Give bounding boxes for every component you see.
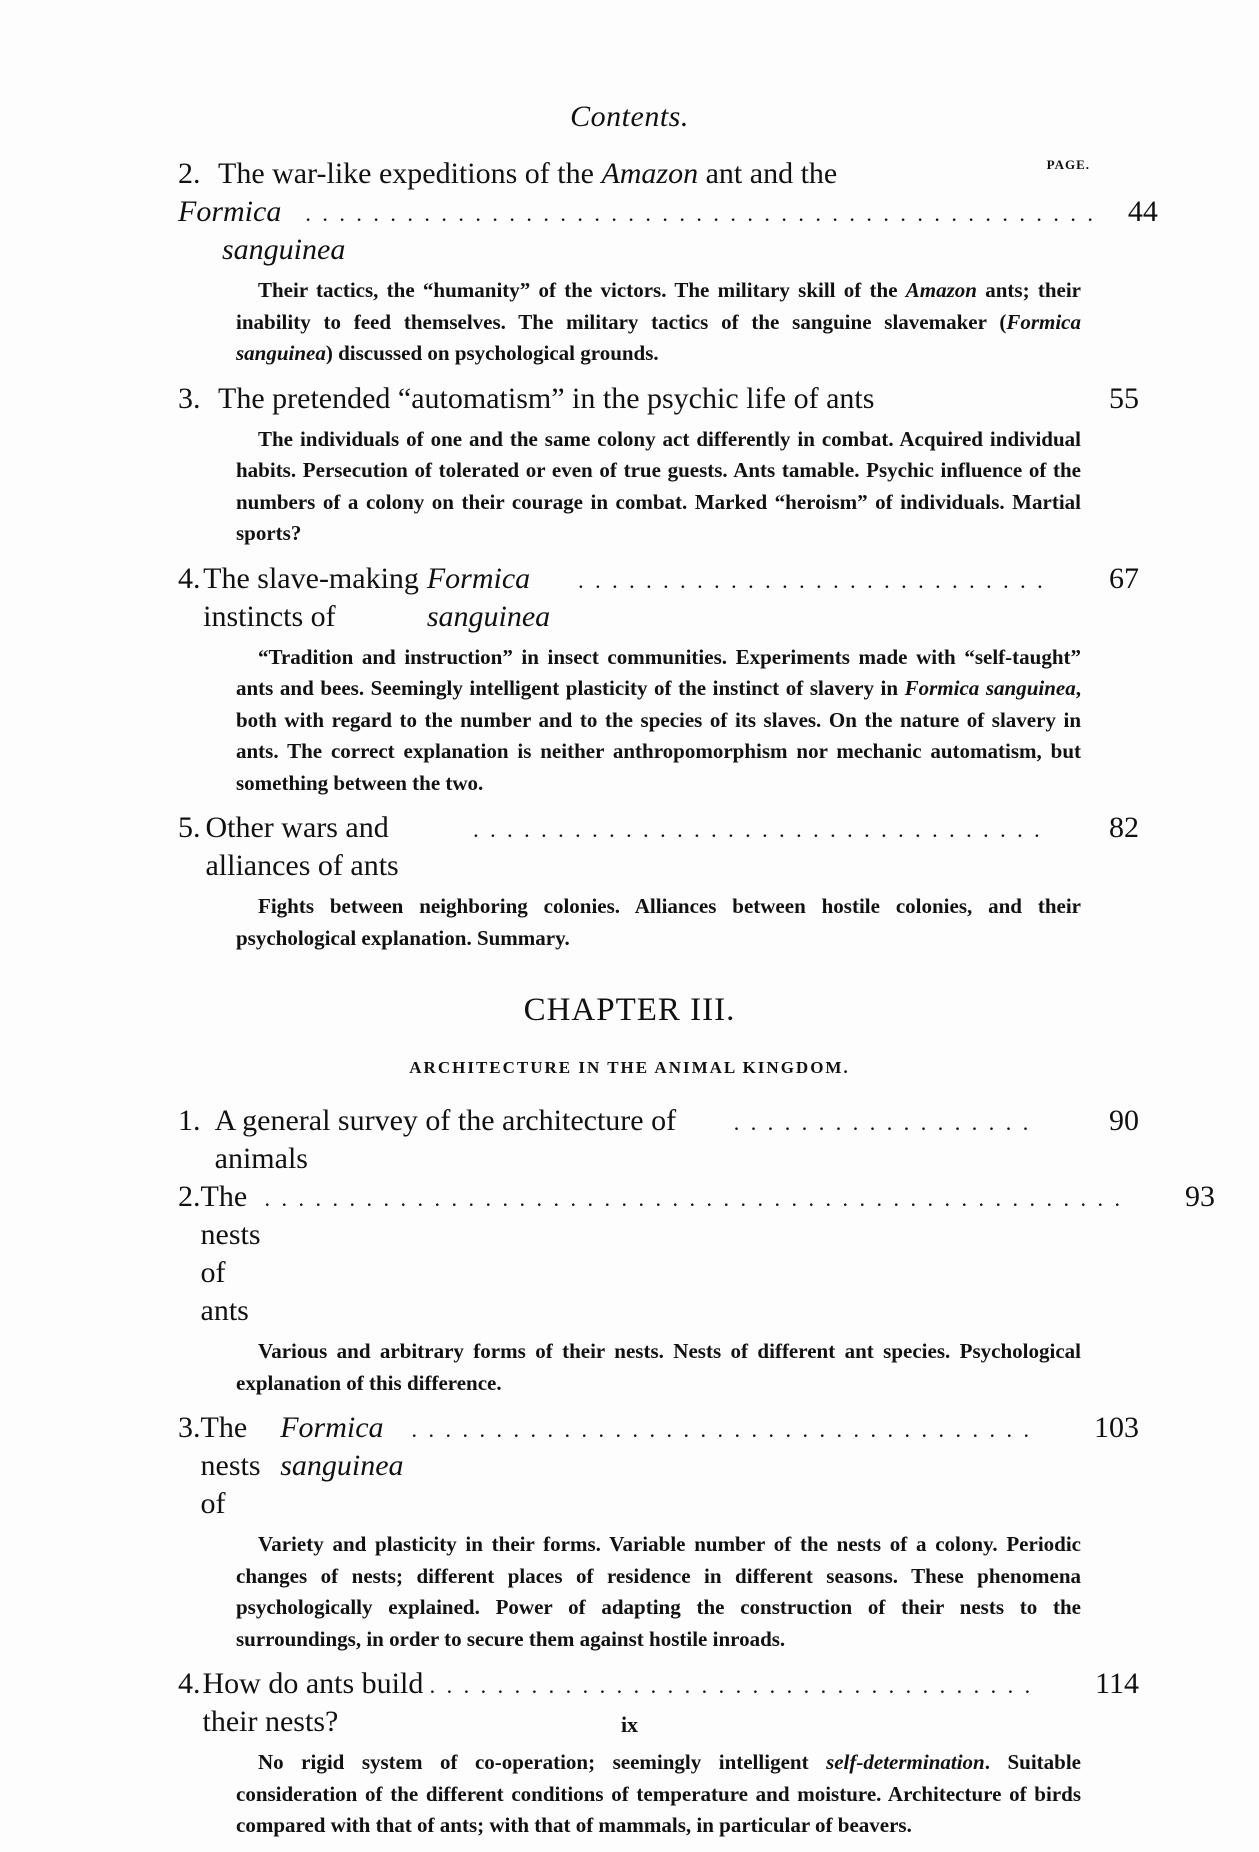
- entry-summary: Variety and plasticity in their forms. Variable number of the nests of a colony. Periodic changes of nests; different places of residence in different seasons. These phenomena psychologically explained. Power of adapting the construction of their nests to the surroundings, in order to secure them against hostile inroads.: [236, 1532, 1081, 1651]
- chapter-title: CHAPTER III.: [523, 992, 736, 1028]
- entry-number: 2.: [178, 157, 201, 190]
- leader-dots: . . . . . . . . . . . . . . . . . . . . . . . . . . . . . . . . . . . . .: [411, 1417, 1032, 1442]
- toc-entry: [178, 1665, 1139, 1842]
- entry-summary: Various and arbitrary forms of their nests. Nests of different ant species. Psychological explanation of this difference.: [236, 1339, 1081, 1395]
- entry-title: 2. The nests of ants . . . . . . . . . . . . . . . . . . . . . . . . . . . . . . . . . . . . . . . . . . . . . . . . . . . 93: [178, 1180, 1215, 1327]
- entry-title: 4. How do ants build their nests? . . . . . . . . . . . . . . . . . . . . . . . . . . . . . . . . . . . . 114: [178, 1667, 1139, 1738]
- entry-page-number: 103: [1094, 1411, 1139, 1444]
- contents-list-bottom: [178, 1102, 1215, 1852]
- entry-page-number: 67: [1109, 561, 1139, 595]
- leader-dots: . . . . . . . . . . . . . . . . . .: [733, 1110, 1032, 1135]
- contents-list-top: [178, 155, 1158, 964]
- entry-page-number: 93: [1185, 1180, 1215, 1213]
- entry-summary: The individuals of one and the same colony act differently in combat. Acquired individual habits. Persecution of tolerated or even of true guests. Ants tamable. Psychic influence of the numbers of a colony on their courage in combat. Marked “heroism” of individuals. Martial sports?: [236, 426, 1081, 545]
- entry-title: 2. The war-like expeditions of the Amazon ant and the Formica sanguinea . . . . . . . . . . . . . . . . . . . . . . . . . . . . . . . . . . . . . . . . . . . . . . . 44: [178, 155, 1081, 269]
- toc-entry: [178, 1178, 1215, 1399]
- toc-entry: [178, 1409, 1139, 1655]
- toc-entry: [178, 1102, 1139, 1178]
- entry-title: 3. The nests of Formica sanguinea . . . . . . . . . . . . . . . . . . . . . . . . . . . . . . . . . . . . . 103: [178, 1411, 1139, 1520]
- entry-page-number: 114: [1095, 1667, 1139, 1700]
- entry-number: 4.: [178, 1667, 201, 1700]
- entry-page-number: 82: [1109, 811, 1139, 844]
- toc-entry: [178, 560, 1139, 800]
- entry-number: 2.: [178, 1180, 201, 1213]
- chapter-subtitle: ARCHITECTURE IN THE ANIMAL KINGDOM.: [409, 1058, 850, 1077]
- entry-summary: Fights between neighboring colonies. Alliances between hostile colonies, and their psychological explanation. Summary.: [236, 894, 1081, 950]
- entry-title: 5. Other wars and alliances of ants . . . . . . . . . . . . . . . . . . . . . . . . . . . . . . . . . . 82: [178, 811, 1139, 882]
- page-folio: ix: [620, 1712, 639, 1737]
- leader-dots: . . . . . . . . . . . . . . . . . . . . . . . . . . . . . . . . . . . . . . . . . . . . . . . . . . .: [264, 1186, 1123, 1211]
- entry-title: 3. The pretended “automatism” in the psychic life of ants 55: [178, 380, 1081, 418]
- entry-summary: “Tradition and instruction” in insect communities. Experiments made with “self-taught” ants and bees. Seemingly intelligent plasticity of the instinct of slavery in Formica sanguinea, both with regard to the number and to the species of its slaves. On the nature of slavery in ants. The correct explanation is neither anthropomorphism nor mechanic automatism, but something between the two.: [236, 644, 1081, 795]
- entry-page-number: 90: [1109, 1104, 1139, 1137]
- leader-dots: . . . . . . . . . . . . . . . . . . . . . . . . . . . .: [578, 567, 1046, 593]
- entry-title-line: Formica sanguinea . . . . . . . . . . . . . . . . . . . . . . . . . . . . . . . . . . . . . . . . . . . . . . . 44: [178, 195, 1158, 266]
- entry-number: 3.: [178, 381, 201, 415]
- leader-dots: . . . . . . . . . . . . . . . . . . . . . . . . . . . . . . . . . . . .: [429, 1673, 1034, 1698]
- entry-number: 1.: [178, 1104, 201, 1137]
- toc-entry: [178, 155, 1158, 370]
- toc-entry: [178, 809, 1139, 954]
- toc-entry: [178, 380, 1139, 550]
- leader-dots: . . . . . . . . . . . . . . . . . . . . . . . . . . . . . . . . . . . . . . . . . . . . . . .: [305, 201, 1096, 226]
- entry-title: 1. A general survey of the architecture of animals . . . . . . . . . . . . . . . . . . 90: [178, 1104, 1139, 1175]
- entry-number: 4.: [178, 561, 201, 595]
- entry-number: 3.: [178, 1411, 201, 1444]
- entry-page-number: 55: [1109, 381, 1139, 415]
- entry-title: 4. The slave-making instincts of Formica sanguinea . . . . . . . . . . . . . . . . . . . . . . . . . . . . 67: [178, 561, 1139, 633]
- entry-summary: Their tactics, the “humanity” of the victors. The military skill of the Amazon ants; their inability to feed themselves. The military tactics of the sanguine slavemaker (Formica sanguinea) discussed on psychological grounds.: [236, 278, 1081, 365]
- page-column-label: PAGE.: [1046, 157, 1090, 172]
- entry-summary: No rigid system of co-operation; seemingly intelligent self-determination. Suitable consideration of the different conditions of temperature and moisture. Architecture of birds compared with that of ants; with that of mammals, in particular of beavers.: [236, 1750, 1081, 1837]
- entry-number: 5.: [178, 811, 201, 844]
- running-head: Contents.: [570, 100, 689, 133]
- leader-dots: . . . . . . . . . . . . . . . . . . . . . . . . . . . . . . . . . .: [473, 817, 1043, 842]
